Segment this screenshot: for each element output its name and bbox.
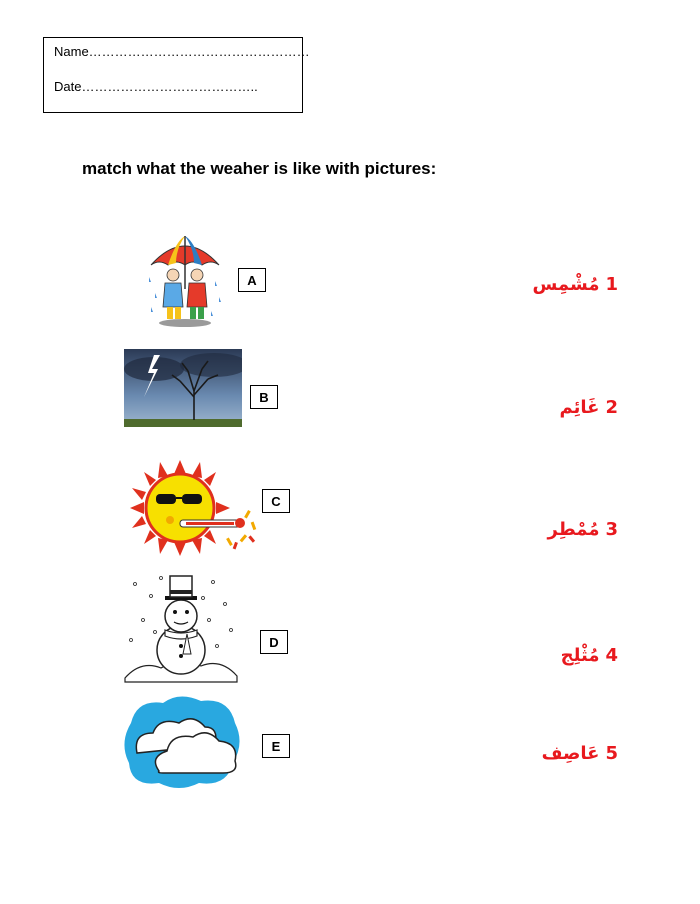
word-text: عَاصِف xyxy=(541,743,600,764)
word-text: مُمْطِر xyxy=(547,519,600,540)
word-number: 2 xyxy=(605,397,618,418)
date-field[interactable]: Date………………………………….. xyxy=(54,79,258,94)
letter-box-c[interactable]: C xyxy=(262,489,290,513)
word-text: مُثْلِج xyxy=(560,645,600,666)
word-number: 3 xyxy=(605,519,618,540)
clouds-icon xyxy=(123,693,243,791)
word-number: 4 xyxy=(605,645,618,666)
word-item-5 xyxy=(542,743,618,764)
snowman-snow-icon xyxy=(121,570,241,688)
letter-box-e[interactable]: E xyxy=(262,734,290,758)
name-field[interactable]: Name…………………………………………… xyxy=(54,44,310,59)
letter-box-d[interactable]: D xyxy=(260,630,288,654)
letter-box-a[interactable]: A xyxy=(238,268,266,292)
word-text: مُشْمِس xyxy=(532,274,600,295)
rain-umbrella-kids-icon xyxy=(145,233,225,329)
word-item-1 xyxy=(532,274,618,295)
word-number: 1 xyxy=(605,274,618,295)
word-number: 5 xyxy=(605,743,618,764)
instruction-heading: match what the weaher is like with pictures: xyxy=(82,159,437,178)
word-item-2 xyxy=(560,397,618,418)
hot-sun-thermometer-icon xyxy=(128,458,268,558)
letter-box-b[interactable]: B xyxy=(250,385,278,409)
name-date-box xyxy=(43,37,310,113)
word-text: غَائِم xyxy=(559,397,600,418)
storm-tree-lightning-icon xyxy=(124,349,242,427)
word-item-3 xyxy=(548,519,618,540)
word-item-4 xyxy=(561,645,618,666)
